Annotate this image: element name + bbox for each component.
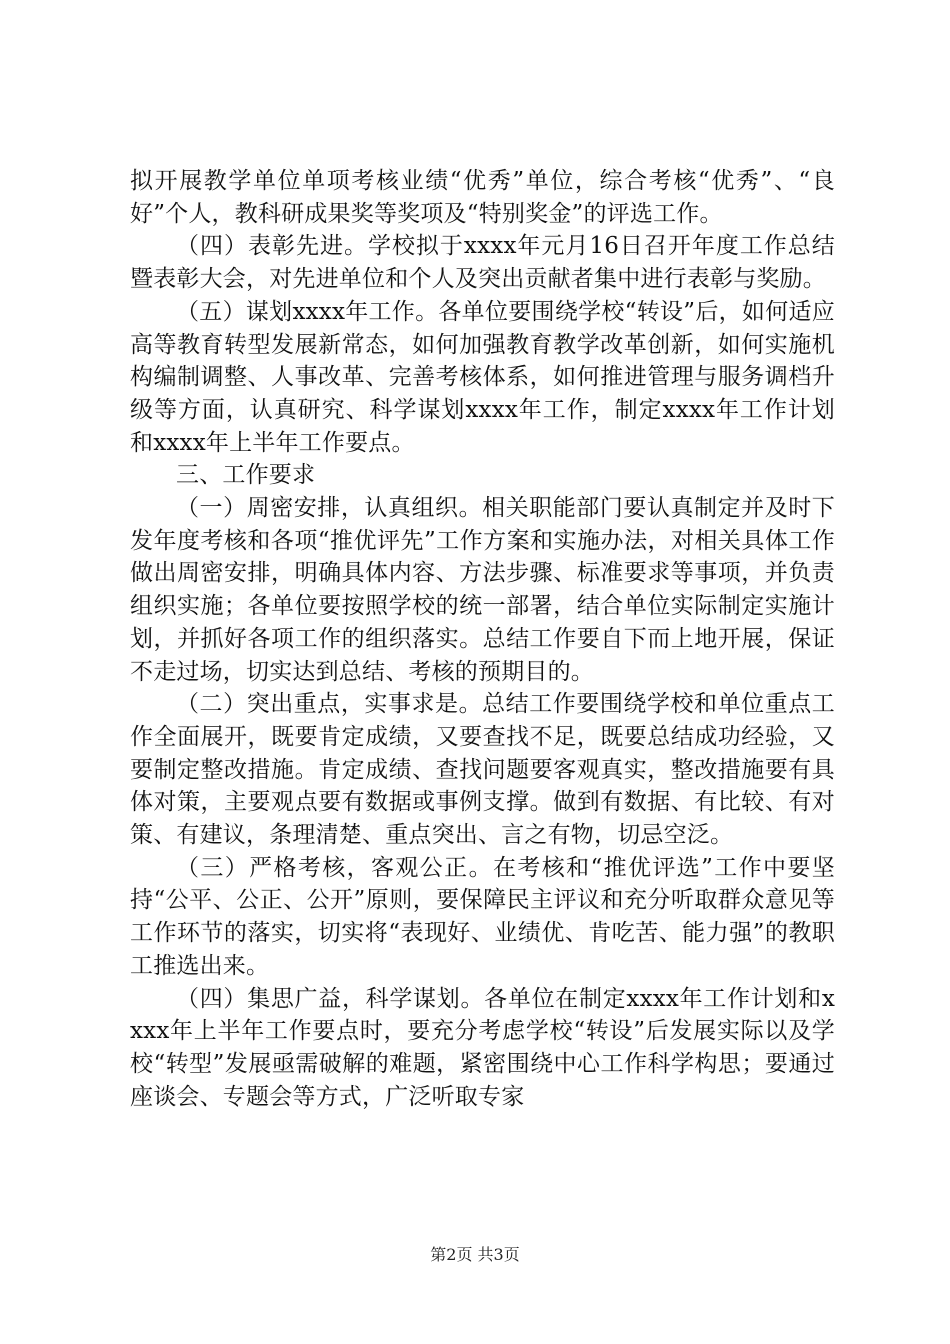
paragraph-requirement-4: （四）集思广益，科学谋划。各单位在制定xxxx年工作计划和xxxx年上半年工作要点时，要充分考虑学校“转设”后发展实际以及学校“转型”发展亟需破解的难题，紧密围绕中心工作科学构思；要通过座谈会、专题会等方式，广泛听取专家 [130, 985, 835, 1110]
section-heading-requirements: 三、工作要求 [176, 462, 316, 489]
paragraph-requirement-2: （二）突出重点，实事求是。总结工作要围绕学校和单位重点工作全面展开，既要肯定成绩，又要查找不足，既要总结成功经验，又要制定整改措施。肯定成绩、查找问题要客观真实，整改措施要有具体对策，主要观点要有数据或事例支撑。做到有数据、有比较、有对策、有建议，条理清楚、重点突出、言之有物，切忌空泛。 [130, 691, 835, 849]
document-body [130, 165, 835, 1113]
page-number-footer: 第2页 共3页 [430, 1245, 520, 1264]
paragraph-planning: （五）谋划xxxx年工作。各单位要围绕学校“转设”后，如何适应高等教育转型发展新常态，如何加强教育教学改革创新，如何实施机构编制调整、人事改革、完善考核体系，如何推进管理与服务调档升级等方面，认真研究、科学谋划xxxx年工作，制定xxxx年工作计划和xxxx年上半年工作要点。 [130, 298, 835, 456]
paragraph-requirement-1: （一）周密安排，认真组织。相关职能部门要认真制定并及时下发年度考核和各项“推优评先”工作方案和实施办法，对相关具体工作做出周密安排，明确具体内容、方法步骤、标准要求等事项，并负责组织实施；各单位要按照学校的统一部署，结合单位实际制定实施计划，并抓好各项工作的组织落实。总结工作要自下而上地开展，保证不走过场，切实达到总结、考核的预期目的。 [130, 495, 835, 685]
paragraph-commendation: （四）表彰先进。学校拟于xxxx年元月16日召开年度工作总结暨表彰大会，对先进单位和个人及突出贡献者集中进行表彰与奖励。 [130, 233, 835, 293]
paragraph-requirement-3: （三）严格考核，客观公正。在考核和“推优评选”工作中要坚持“公平、公正、公开”原则，要保障民主评议和充分听取群众意见等工作环节的落实，切实将“表现好、业绩优、肯吃苦、能力强”的教职工推选出来。 [130, 854, 835, 979]
paragraph-continuation: 拟开展教学单位单项考核业绩“优秀”单位，综合考核“优秀”、“良好”个人，教科研成果奖等奖项及“特别奖金”的评选工作。 [130, 168, 835, 227]
